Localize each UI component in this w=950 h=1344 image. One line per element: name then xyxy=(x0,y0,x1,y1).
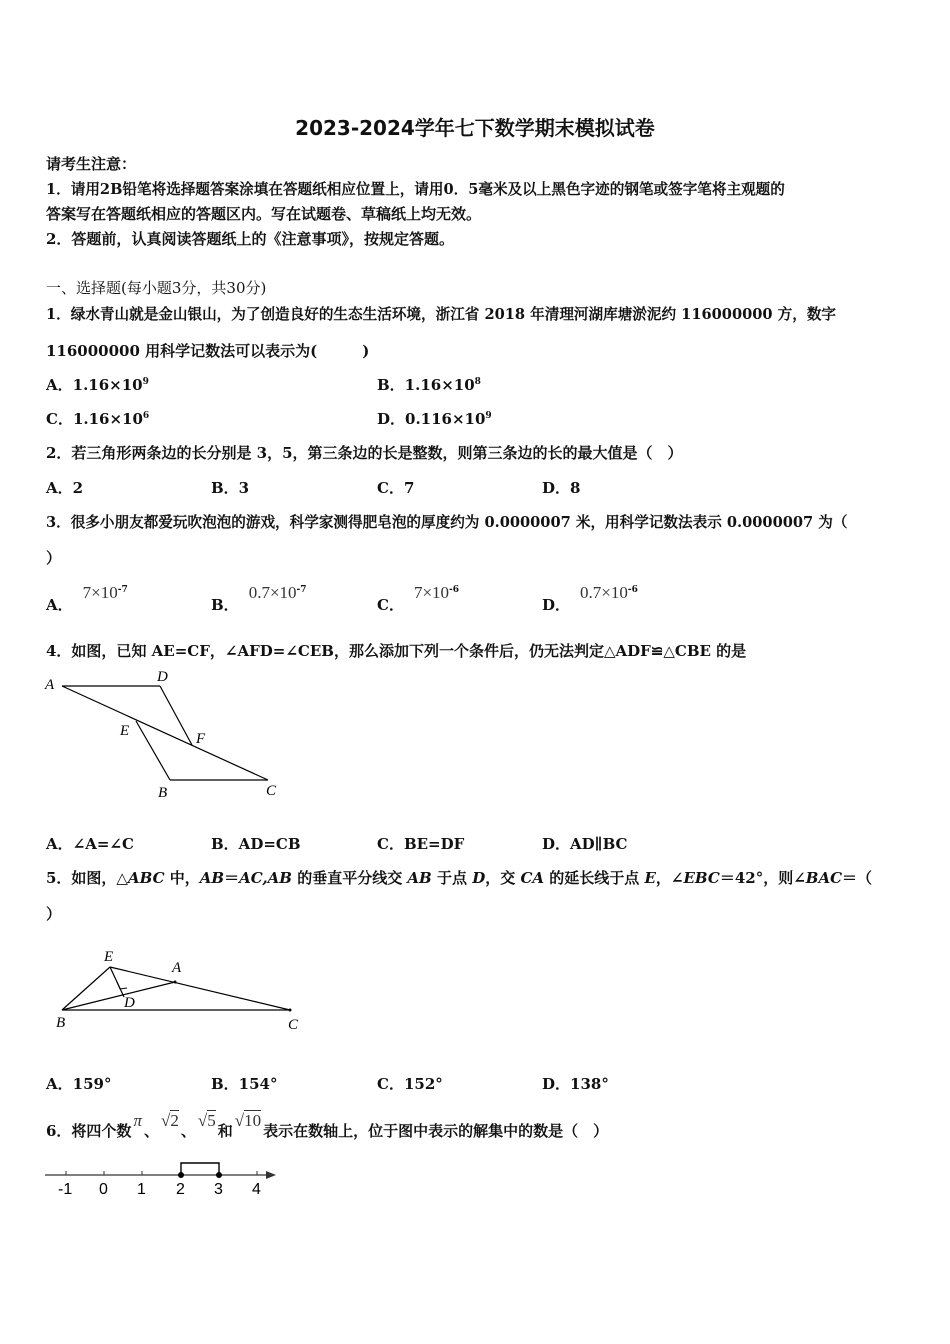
q5-option-c[interactable]: C．152° xyxy=(377,1075,443,1093)
q5-figure xyxy=(50,945,320,1040)
q4-label-d: D xyxy=(157,669,168,685)
q5-label-d: D xyxy=(124,995,135,1011)
q4-label-a: A xyxy=(45,677,55,693)
q1-option-a[interactable]: A．$1.16\times 10^9$ xyxy=(46,376,149,394)
q2-option-c[interactable]: C．7 xyxy=(377,479,415,497)
q6-tick-0: 0 xyxy=(99,1181,108,1198)
q4-option-d[interactable]: D．AD∥BC xyxy=(542,835,628,853)
q4-figure xyxy=(40,665,290,805)
section-heading: 一、选择题(每小题3分，共30分) xyxy=(46,279,267,297)
q1-stem-line2: 116000000 用科学记数法可以表示为( ) xyxy=(46,342,370,360)
q6-tick-minus1: -1 xyxy=(58,1181,73,1198)
q4-option-a[interactable]: A．∠A=∠C xyxy=(46,835,134,853)
q6-tick-4: 4 xyxy=(252,1181,261,1198)
q5-stem: 5．如图，△ABC 中，AB＝AC,AB 的垂直平分线交 AB 于点 D，交 CA 的延长线于点 E，∠EBC＝42°，则∠BAC＝（ xyxy=(46,869,873,887)
q6-number-line xyxy=(40,1155,285,1205)
q3-stem-line2: ） xyxy=(46,549,62,567)
notice-line-1: 1．请用2B铅笔将选择题答案涂填在答题纸相应位置上，请用0．5毫米及以上黑色字迹的钢笔或签字笔将主观题的 xyxy=(46,181,785,198)
notice-line-3: 2．答题前，认真阅读答题纸上的《注意事项》，按规定答题。 xyxy=(46,230,454,248)
q3-option-c[interactable]: C．$7\times 10^{-6}$ xyxy=(377,583,460,614)
q6-tick-1: 1 xyxy=(137,1181,146,1198)
q4-label-e: E xyxy=(120,723,130,739)
q2-option-d[interactable]: D．8 xyxy=(542,479,581,497)
q1-option-d[interactable]: D．$0.116\times 10^9$ xyxy=(377,410,492,428)
q4-stem: 4．如图，已知 AE=CF，∠AFD=∠CEB，那么添加下列一个条件后，仍无法判定△ADF≌△CBE 的是 xyxy=(46,642,747,660)
q6-tick-3: 3 xyxy=(214,1181,223,1198)
q4-label-f: F xyxy=(196,731,206,747)
q5-label-b: B xyxy=(56,1015,66,1031)
q1-option-c[interactable]: C．$1.16\times 10^6$ xyxy=(46,410,150,428)
q4-option-b[interactable]: B．AD=CB xyxy=(211,835,301,853)
q3-stem-line1: 3．很多小朋友都爱玩吹泡泡的游戏，科学家测得肥皂泡的厚度约为 0.0000007 米，用科学记数法表示 0.0000007 为（ xyxy=(46,514,848,531)
q5-option-d[interactable]: D．138° xyxy=(542,1075,609,1093)
q3-option-a[interactable]: A．$7\times 10^{-7}$ xyxy=(46,583,128,614)
q5-label-a: A xyxy=(172,960,182,976)
q6-stem: 6．将四个数π、√2、√5和√10表示在数轴上，位于图中表示的解集中的数是（ ） xyxy=(46,1111,609,1140)
page-title: 2023-2024学年七下数学期末模拟试卷 xyxy=(295,116,655,140)
q4-label-b: B xyxy=(158,785,168,801)
notice-line-2: 答案写在答题纸相应的答题区内。写在试题卷、草稿纸上均无效。 xyxy=(46,205,482,223)
q5-option-b[interactable]: B．154° xyxy=(211,1075,278,1093)
q1-stem-line1: 1．绿水青山就是金山银山，为了创造良好的生态生活环境，浙江省 2018 年清理河湖库塘淤泥约 116000000 方，数字 xyxy=(46,306,837,323)
notice-heading: 请考生注意： xyxy=(46,155,137,173)
q3-option-b[interactable]: B．$0.7\times 10^{-7}$ xyxy=(211,583,307,614)
q1-option-b[interactable]: B．$1.16\times 10^8$ xyxy=(377,376,481,394)
q5-option-a[interactable]: A．159° xyxy=(46,1075,112,1093)
q6-tick-2: 2 xyxy=(176,1181,185,1198)
q5-label-c: C xyxy=(288,1017,299,1033)
q5-stem-line2: ） xyxy=(46,905,62,923)
q5-label-e: E xyxy=(104,949,114,965)
q4-label-c: C xyxy=(266,783,277,799)
q2-option-a[interactable]: A．2 xyxy=(46,479,84,497)
q4-option-c[interactable]: C．BE=DF xyxy=(377,835,465,853)
q2-stem: 2．若三角形两条边的长分别是 3，5，第三条边的长是整数，则第三条边的长的最大值是（ ） xyxy=(46,444,683,462)
q3-option-d[interactable]: D．$0.7\times 10^{-6}$ xyxy=(542,583,638,614)
q2-option-b[interactable]: B．3 xyxy=(211,479,250,497)
